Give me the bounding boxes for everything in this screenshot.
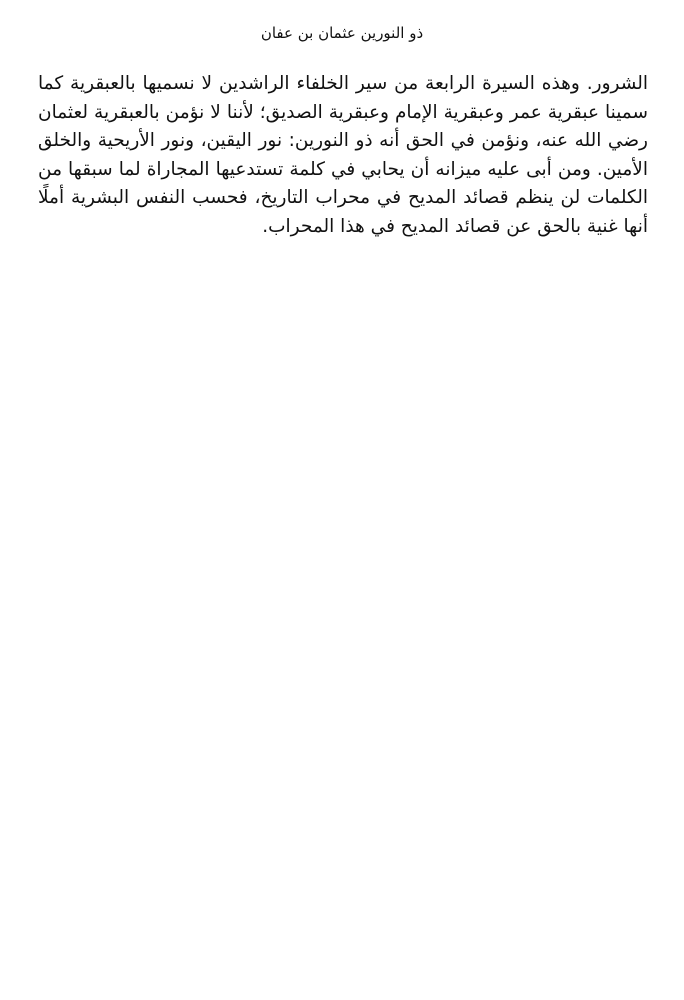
running-header-title: ذو النورين عثمان بن عفان [260,24,424,42]
body-paragraph: الشرور. وهذه السيرة الرابعة من سير الخلفاء الراشدين لا نسميها بالعبقرية كما سمينا عبقرية عمر وعبقرية الإمام وعبقرية الصديق؛ لأننا لا نؤمن بالعبقرية لعثمان رضي الله عنه، ونؤمن في الحق أنه ذو النورين: نور اليقين، ونور الأريحية والخلق الأمين. ومن أبى عليه ميزانه أن يحابي في كلمة تستدعيها المجاراة لما سبقها من الكلمات لن ينظم قصائد المديح في محراب التاريخ، فحسب النفس البشرية أملًا أنها غنية بالحق عن قصائد المديح في هذا المحراب. [38,73,648,237]
